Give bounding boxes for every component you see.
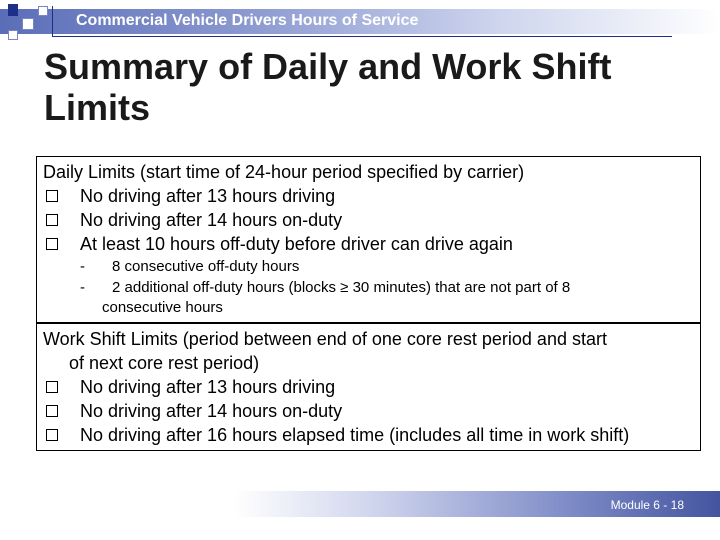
decorative-line (52, 6, 53, 36)
sub-list-item (43, 277, 694, 298)
checkbox-bullet-icon (46, 190, 58, 202)
list-item-text: No driving after 14 hours on-duty (80, 210, 343, 230)
checkbox-bullet-icon (46, 381, 58, 393)
list-item-text: No driving after 13 hours driving (80, 186, 336, 206)
list-item (43, 375, 694, 399)
footer-page-label: Module 6 - 18 (610, 498, 684, 512)
daily-limits-heading-bold: Daily Limits (43, 162, 136, 182)
sub-list-item-continuation: consecutive hours (102, 299, 223, 316)
list-item (43, 184, 694, 208)
work-shift-heading (43, 327, 694, 351)
dash-bullet: - (80, 258, 85, 275)
work-shift-heading-rest: (period between end of one core rest period and start (177, 329, 607, 349)
dash-bullet: - (80, 279, 85, 296)
list-item-text: No driving after 13 hours driving (80, 377, 336, 397)
decorative-square (8, 30, 18, 40)
list-item-text: At least 10 hours off-duty before driver can drive again (80, 234, 513, 254)
sub-list-item (43, 256, 694, 277)
checkbox-bullet-icon (46, 405, 58, 417)
checkbox-bullet-icon (46, 214, 58, 226)
checkbox-bullet-icon (46, 429, 58, 441)
list-item (43, 232, 694, 256)
list-item-text: No driving after 14 hours on-duty (80, 401, 343, 421)
daily-limits-box (36, 156, 701, 323)
decorative-line (52, 36, 672, 37)
list-item-text: No driving after 16 hours elapsed time (includes all time in work shift) (80, 425, 630, 445)
daily-limits-heading-rest: (start time of 24-hour period specified by carrier) (135, 162, 525, 182)
daily-limits-heading (43, 160, 694, 184)
header-title: Commercial Vehicle Drivers Hours of Service (76, 12, 419, 29)
work-shift-heading-line2: of next core rest period) (69, 353, 260, 373)
slide-title: Summary of Daily and Work Shift Limits (44, 46, 612, 128)
list-item (43, 399, 694, 423)
list-item (43, 208, 694, 232)
decorative-square (8, 4, 18, 16)
checkbox-bullet-icon (46, 238, 58, 250)
work-shift-heading-bold: Work Shift Limits (43, 329, 178, 349)
sub-list-item-text: 8 consecutive off-duty hours (112, 258, 300, 275)
work-shift-limits-box (36, 323, 701, 451)
sub-list-item-text: 2 additional off-duty hours (blocks ≥ 30 minutes) that are not part of 8 (112, 279, 571, 296)
list-item (43, 423, 694, 447)
decorative-square (38, 6, 48, 16)
decorative-square (22, 18, 34, 30)
